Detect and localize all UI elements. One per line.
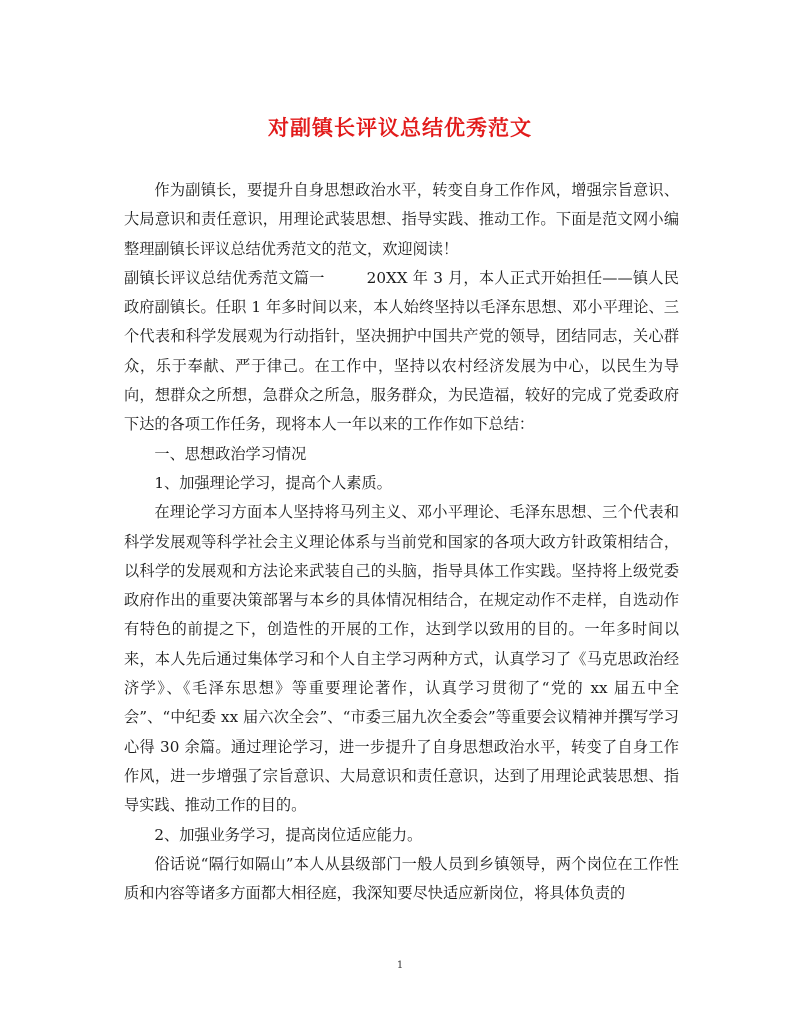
section-heading-1: 一、思想政治学习情况 bbox=[154, 444, 307, 463]
subheading: 副镇长评议总结优秀范文篇一 bbox=[124, 268, 325, 287]
paragraph-1-text: 20XX 年 3 月，本人正式开始担任——镇人民政府副镇长。任职 1 年多时间以来，本人始终坚持以毛泽东思想、邓小平理论、三个代表和科学发展观为行动指针，坚决拥护中国共产党的领导，团结同志，关心群众，乐于奉献、严于律己。在工作中，坚持以农村经济发展为中心，以民生为导向，想群众之所想，急群众之所急，服务群众，为民造福，较好的完成了党委政府下达的各项工作任务，现将本人一年以来的工作作如下总结： bbox=[124, 268, 679, 434]
paragraph-3: 俗话说“隔行如隔山”本人从县级部门一般人员到乡镇领导，两个岗位在工作性质和内容等诸多方面都大相径庭，我深知要尽快适应新岗位，将具体负责的 bbox=[124, 854, 679, 903]
item-heading-2: 2、加强业务学习，提高岗位适应能力。 bbox=[154, 825, 423, 844]
intro-paragraph: 作为副镇长，要提升自身思想政治水平，转变自身工作作风，增强宗旨意识、大局意识和责任意识，用理论武装思想、指导实践、推动工作。下面是范文网小编整理副镇长评议总结优秀范文的范文，欢迎阅读！ bbox=[124, 181, 679, 258]
page-number: 1 bbox=[396, 960, 404, 971]
paragraph-2: 在理论学习方面本人坚持将马列主义、邓小平理论、毛泽东思想、三个代表和科学发展观等科学社会主义理论体系与当前党和国家的各项大政方针政策相结合，以科学的发展观和方法论来武装自己的头脑，指导具体工作实践。坚持将上级党委政府作出的重要决策部署与本乡的具体情况相结合，在规定动作不走样，自选动作有特色的前提之下，创造性的开展的工作，达到学以致用的目的。一年多时间以来，本人先后通过集体学习和个人自主学习两种方式，认真学习了《马克思政治经济学》、《毛泽东思想》等重要理论著作，认真学习贯彻了“党的 xx 届五中全会”、“中纪委 xx 届六次全会”、“市委三届九次全委会”等重要会议精神并撰写学习心得 30 余篇。通过理论学习，进一步提升了自身思想政治水平，转变了自身工作作风，进一步增强了宗旨意识、大局意识和责任意识，达到了用理论武装思想、指导实践、推动工作的目的。 bbox=[124, 503, 679, 815]
item-heading-1: 1、加强理论学习，提高个人素质。 bbox=[154, 473, 392, 492]
document-title: 对副镇长评议总结优秀范文 bbox=[268, 115, 532, 140]
article-paragraph-1 bbox=[124, 264, 679, 440]
document-body bbox=[124, 176, 679, 908]
